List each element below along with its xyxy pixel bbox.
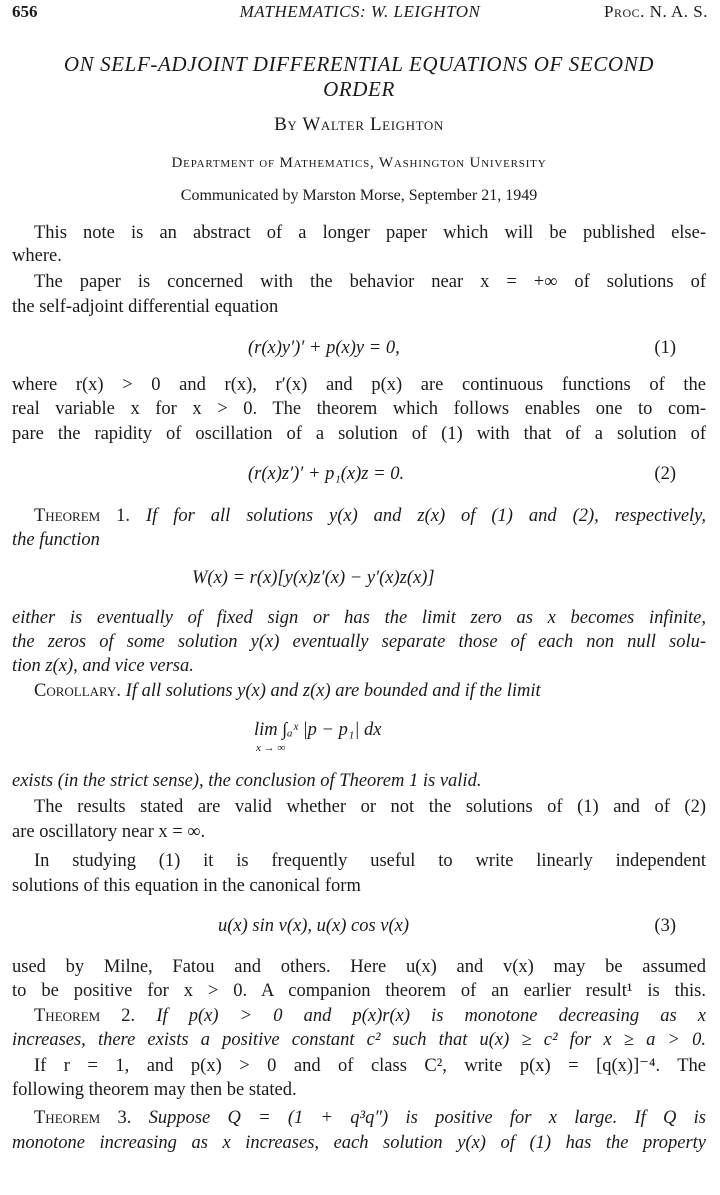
paper-title-line2: ORDER	[323, 77, 395, 101]
paragraph-2-line-2: the self-adjoint differential equation	[12, 297, 279, 317]
page-number: 656	[12, 2, 38, 21]
author-line: By Walter Leighton	[274, 114, 444, 135]
theorem-2-line-1	[12, 1005, 706, 1028]
paragraph-1-line-1: This note is an abstract of a longer paper which will be published else-	[34, 223, 706, 243]
theorem-1-line-5: tion z(x), and vice versa.	[12, 656, 194, 676]
page-header	[12, 2, 708, 24]
paragraph-7-line-2: following theorem may then be stated.	[12, 1080, 297, 1100]
equation-1: (r(x)y′)′ + p(x)y = 0,	[248, 338, 400, 358]
paragraph-3-line-3: pare the rapidity of oscillation of a solution of (1) with that of a solution of	[12, 424, 706, 444]
corollary-line-1	[12, 680, 706, 703]
journal-abbrev: Proc. N. A. S.	[604, 2, 708, 21]
theorem-3-line-1	[12, 1107, 706, 1130]
theorem-3-text-1: Suppose Q = (1 + q³q″) is positive for x large. If Q is	[148, 1108, 706, 1128]
theorem-1-text-1: If for all solutions y(x) and z(x) of (1) and (2), respectively,	[145, 506, 706, 526]
theorem-2-text-1: If p(x) > 0 and p(x)r(x) is monotone decreasing as x	[156, 1006, 706, 1026]
equation-w: W(x) = r(x)[y(x)z′(x) − y′(x)z(x)]	[192, 568, 435, 588]
running-head: MATHEMATICS: W. LEIGHTON	[239, 2, 481, 21]
equation-1-number: (1)	[654, 338, 676, 358]
theorem-1-line-3: either is eventually of fixed sign or has the limit zero as x becomes infinite,	[12, 608, 706, 628]
corollary-text-1: If all solutions y(x) and z(x) are bounded and if the limit	[125, 681, 541, 701]
theorem-1-line-1	[12, 505, 706, 528]
paragraph-6-line-2: to be positive for x > 0. A companion theorem of an earlier result¹ is this.	[12, 981, 706, 1001]
paragraph-5-line-2: solutions of this equation in the canonical form	[12, 876, 361, 896]
theorem-1-line-4: the zeros of some solution y(x) eventually separate those of each non null solu-	[12, 632, 706, 652]
theorem-1-label: Theorem 1.	[34, 506, 131, 526]
paragraph-7-line-1: If r = 1, and p(x) > 0 and of class C², write p(x) = [q(x)]⁻⁴. The	[34, 1056, 706, 1076]
paragraph-2-line-1: The paper is concerned with the behavior near x = +∞ of solutions of	[34, 272, 706, 292]
theorem-3-label: Theorem 3.	[34, 1108, 132, 1128]
limit-subscript: x → ∞	[256, 742, 286, 754]
theorem-1-line-2: the function	[12, 530, 100, 550]
paragraph-3-line-2: real variable x for x > 0. The theorem which follows enables one to com-	[12, 399, 706, 419]
paragraph-4-line-2: are oscillatory near x = ∞.	[12, 822, 206, 842]
limit-expression	[254, 720, 382, 754]
paragraph-4-line-1: The results stated are valid whether or not the solutions of (1) and of (2)	[34, 797, 706, 817]
corollary-label: Corollary.	[34, 681, 122, 701]
paragraph-6-line-1: used by Milne, Fatou and others. Here u(x) and v(x) may be assumed	[12, 957, 706, 977]
paragraph-3-line-1: where r(x) > 0 and r(x), r′(x) and p(x) are continuous functions of the	[12, 375, 706, 395]
corollary-line-2: exists (in the strict sense), the conclusion of Theorem 1 is valid.	[12, 771, 482, 791]
theorem-3-line-2: monotone increasing as x increases, each solution y(x) of (1) has the property	[12, 1133, 706, 1153]
department-line: Department of Mathematics, Washington University	[171, 155, 547, 171]
theorem-2-label: Theorem 2.	[34, 1006, 136, 1026]
paragraph-1-line-2: where.	[12, 246, 62, 266]
equation-2-number: (2)	[654, 464, 676, 484]
limit-body: lim ∫ₐˣ |p − p₁| dx	[254, 720, 382, 740]
equation-2: (r(x)z′)′ + p₁(x)z = 0.	[248, 464, 405, 484]
paragraph-5-line-1: In studying (1) it is frequently useful to write linearly independent	[34, 851, 706, 871]
communicated-line: Communicated by Marston Morse, September 21, 1949	[180, 187, 538, 204]
paper-title-line1: ON SELF-ADJOINT DIFFERENTIAL EQUATIONS OF SECOND	[63, 52, 655, 76]
equation-3-number: (3)	[654, 916, 676, 936]
equation-3: u(x) sin v(x), u(x) cos v(x)	[218, 916, 410, 936]
theorem-2-line-2: increases, there exists a positive constant c² such that u(x) ≥ c² for x ≥ a > 0.	[12, 1030, 706, 1050]
